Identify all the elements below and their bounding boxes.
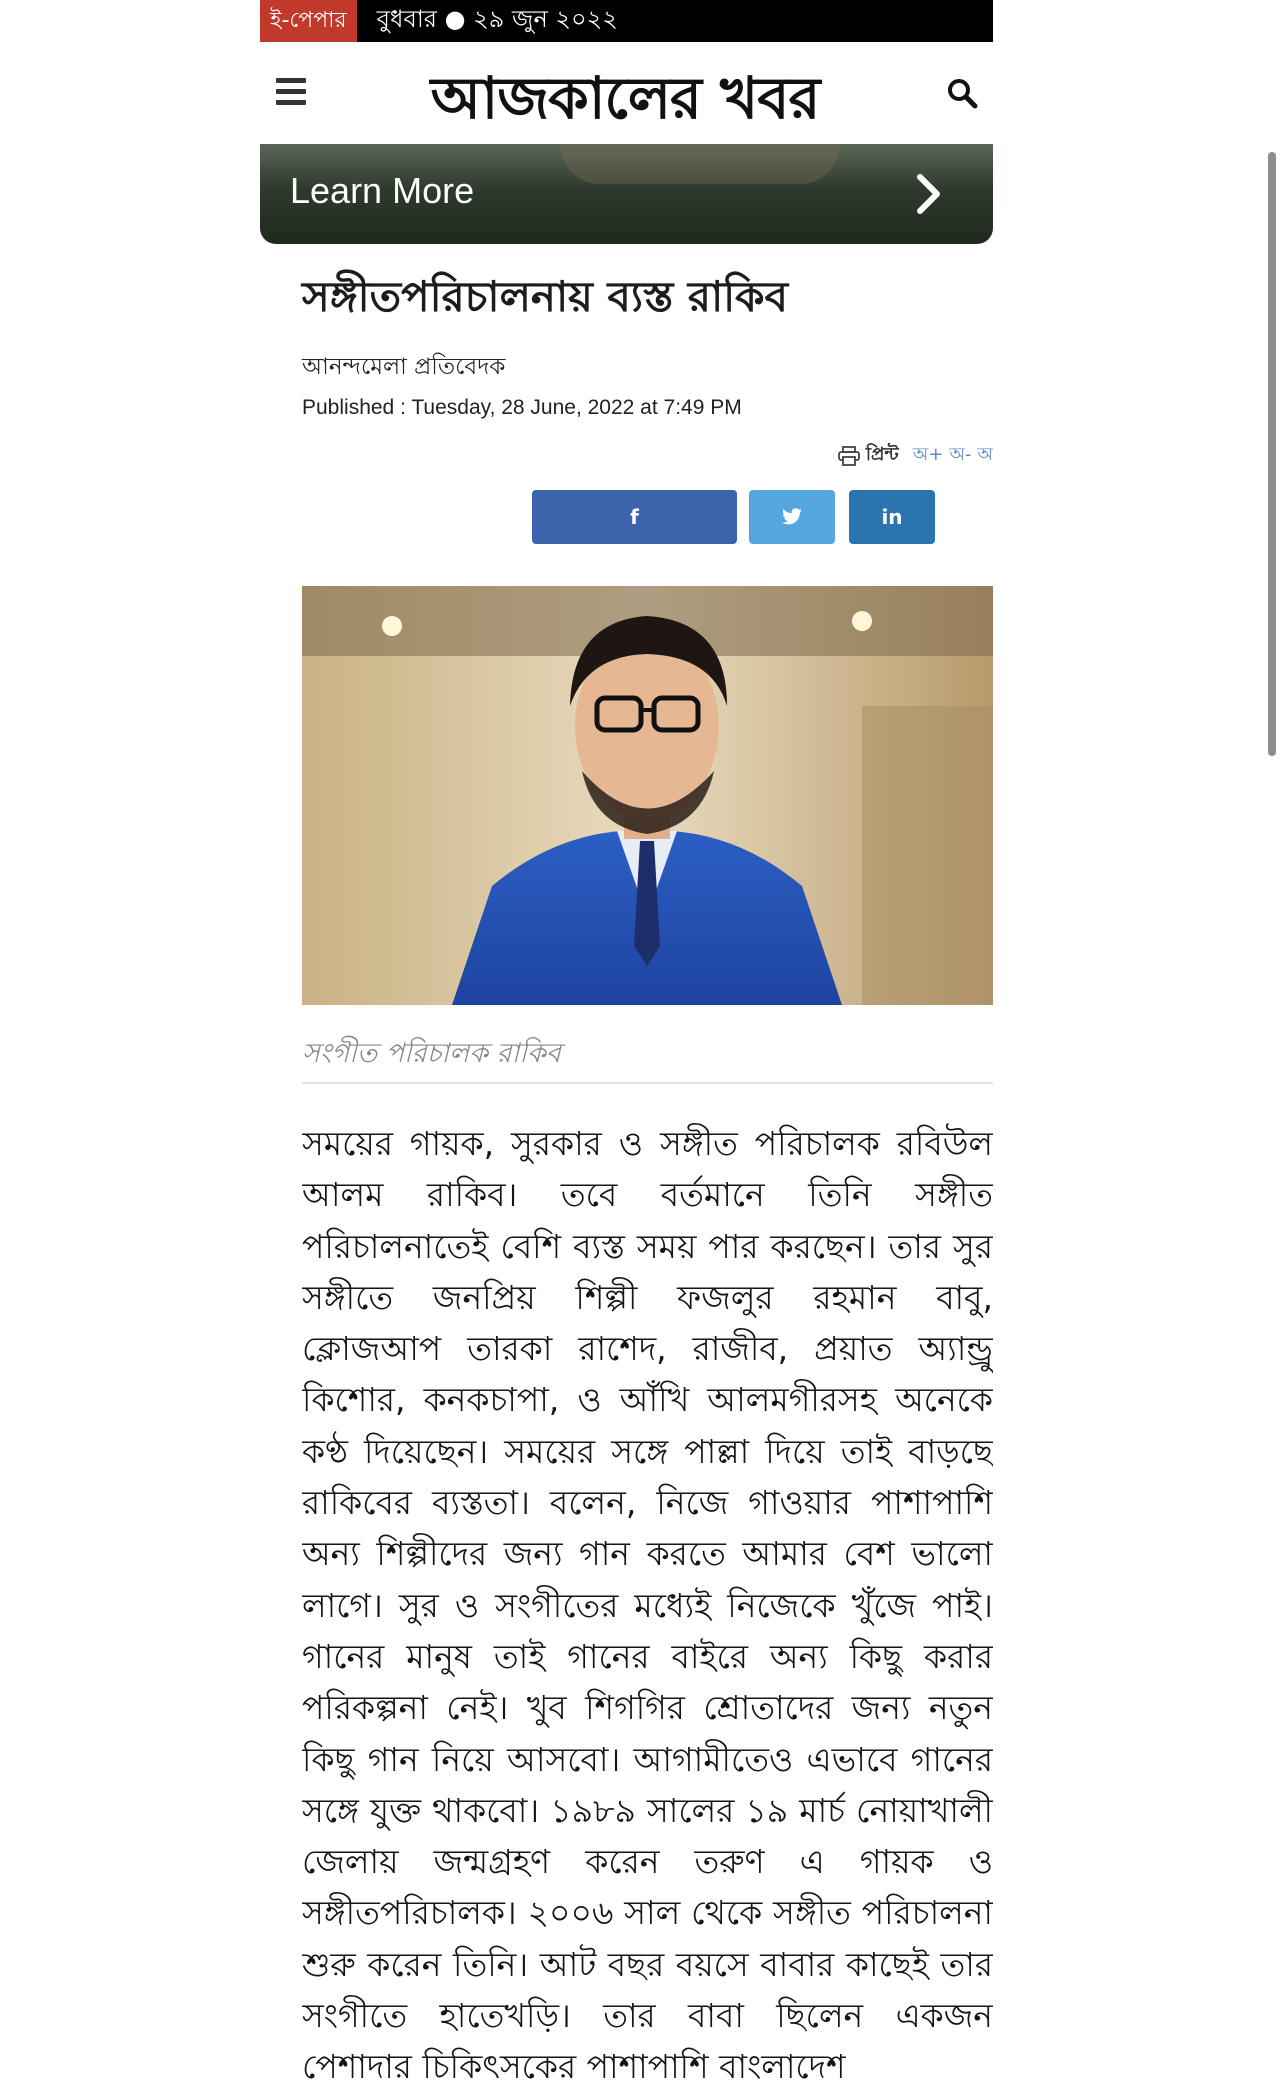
printer-icon[interactable] <box>838 446 860 466</box>
linkedin-share-button[interactable] <box>849 490 935 544</box>
ad-background-image <box>560 144 840 184</box>
hamburger-menu-icon[interactable] <box>276 78 306 106</box>
facebook-icon: f <box>630 505 639 529</box>
linkedin-icon: in <box>881 505 903 529</box>
twitter-share-button[interactable] <box>749 490 835 544</box>
site-logo[interactable]: আজকালের খবর <box>430 64 820 132</box>
caption-divider <box>302 1082 993 1084</box>
ad-cta-label: Learn More <box>290 170 475 211</box>
facebook-share-button[interactable] <box>532 490 737 544</box>
site-header <box>260 42 993 144</box>
font-reset-button[interactable]: অ- <box>949 444 972 465</box>
ad-banner[interactable] <box>260 144 993 244</box>
chevron-right-icon <box>915 172 943 216</box>
portrait-image <box>302 586 993 1005</box>
top-bar <box>260 0 993 42</box>
article-title: সঙ্গীতপরিচালনায় ব্যস্ত রাকিব <box>302 272 788 321</box>
published-date: Published : Tuesday, 28 June, 2022 at 7:49 PM <box>302 396 742 419</box>
font-decrease-button[interactable]: অ <box>977 444 993 465</box>
article-author: আনন্দমেলা প্রতিবেদক <box>302 354 506 380</box>
search-icon[interactable] <box>945 76 979 110</box>
article-tools <box>838 440 993 471</box>
photo-caption: সংগীত পরিচালক রাকিব <box>302 1038 561 1069</box>
article-body: সময়ের গায়ক, সুরকার ও সঙ্গীত পরিচালক রবিউল আলম রাকিব। তবে বর্তমানে তিনি সঙ্গীত পরিচালনাতেই বেশি ব্যস্ত সময় পার করছেন। তার সুর সঙ্গীতে জনপ্রিয় শিল্পী ফজলুর রহমান বাবু, ক্লোজআপ তারকা রাশেদ, রাজীব, প্রয়াত অ্যান্ড্রু কিশোর, কনকচাপা, ও আঁখি আলমগীরসহ অনেকে কণ্ঠ দিয়েছেন। সময়ের সঙ্গে পাল্লা দিয়ে তাই বাড়ছে রাকিবের ব্যস্ততা। বলেন, নিজে গাওয়ার পাশাপাশি অন্য শিল্পীদের জন্য গান করতে আমার বেশ ভালো লাগে। সুর ও সংগীতের মধ্যেই নিজেকে খুঁজে পাই। গানের মানুষ তাই গানের বাইরে অন্য কিছু করার পরিকল্পনা নেই। খুব শিগগির শ্রোতাদের জন্য নতুন কিছু গান নিয়ে আসবো। আগামীতেও এভাবে গানের সঙ্গে যুক্ত থাকবো। ১৯৮৯ সালের ১৯ মার্চ নোয়াখালী জেলায় জন্মগ্রহণ করেন তরুণ এ গায়ক ও সঙ্গীতপরিচালক। ২০০৬ সাল থেকে সঙ্গীত পরিচালনা শুরু করেন তিনি। আট বছর বয়সে বাবার কাছেই তার সংগীতে হাতেখড়ি। তার বাবা ছিলেন একজন পেশাদার চিকিৎসকের পাশাপাশি বাংলাদেশ <box>302 1124 993 2087</box>
print-button[interactable]: প্রিন্ট <box>865 444 899 465</box>
font-increase-button[interactable]: অ+ <box>912 444 944 465</box>
scrollbar[interactable] <box>1268 152 1276 756</box>
article-photo <box>302 586 993 1005</box>
current-date: বুধবার ● ২৯ জুন ২০২২ <box>376 5 618 33</box>
epaper-link[interactable]: ই-পেপার <box>260 0 357 42</box>
twitter-icon <box>781 508 803 526</box>
